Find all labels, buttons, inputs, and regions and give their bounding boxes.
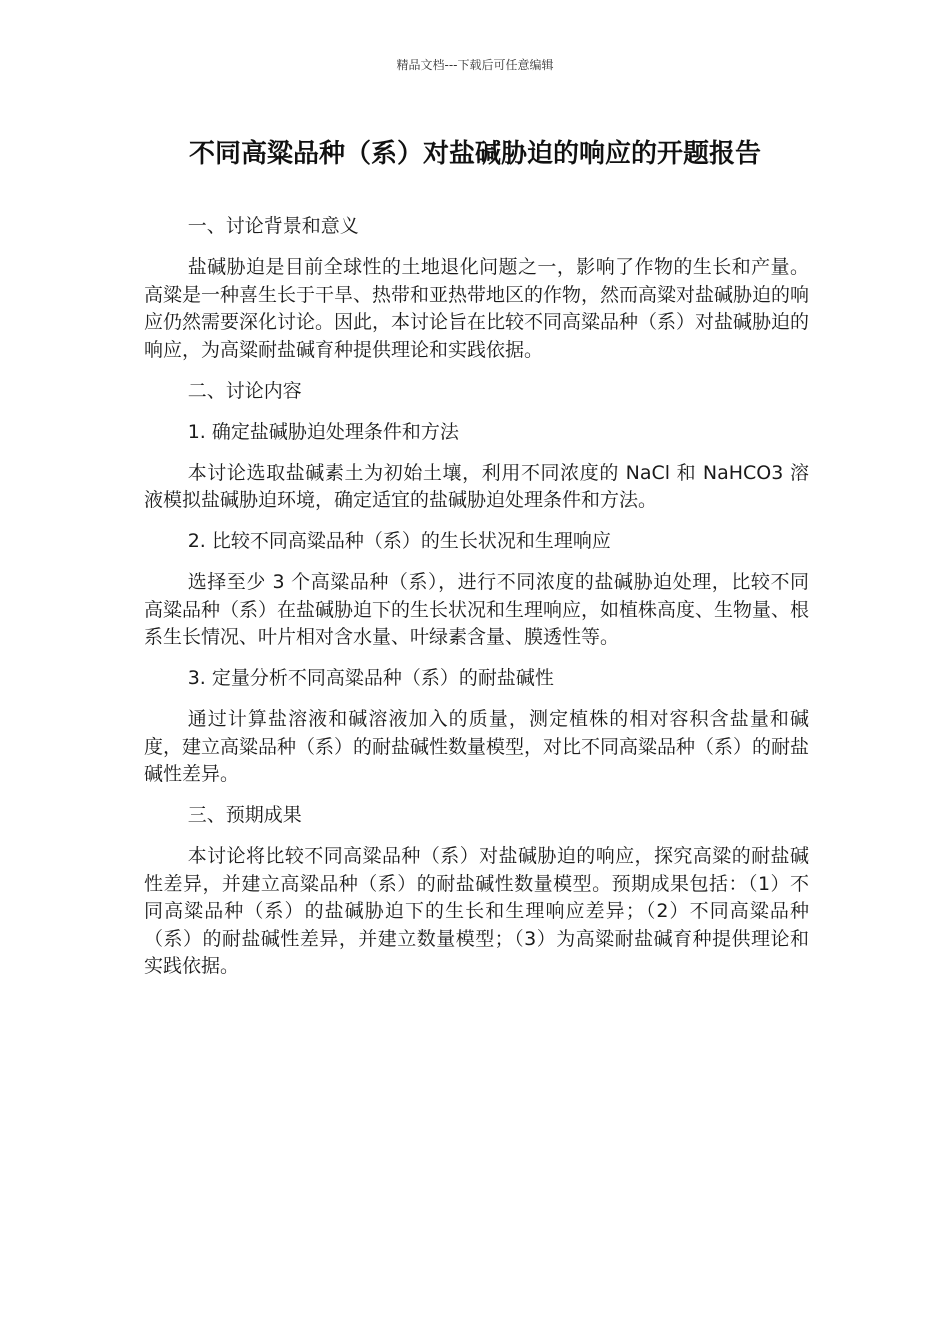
- paragraph-quantitative: 通过计算盐溶液和碱溶液加入的质量，测定植株的相对容积含盐量和碱度，建立高粱品种（系）的耐盐碱性数量模型，对比不同高粱品种（系）的耐盐碱性差异。: [144, 708, 810, 785]
- subheading-2: 2. 比较不同高粱品种（系）的生长状况和生理响应: [187, 530, 611, 552]
- paragraph-method: 本讨论选取盐碱素土为初始土壤，利用不同浓度的 NaCl 和 NaHCO3 溶液模拟盐碱胁迫环境，确定适宜的盐碱胁迫处理条件和方法。: [144, 461, 809, 511]
- paragraph-comparison: 选择至少 3 个高粱品种（系），进行不同浓度的盐碱胁迫处理，比较不同高粱品种（系）在盐碱胁迫下的生长状况和生理响应，如植株高度、生物量、根系生长情况、叶片相对含水量、叶绿素含量、膜透性等。: [144, 571, 810, 648]
- paragraph-background: 盐碱胁迫是目前全球性的土地退化问题之一，影响了作物的生长和产量。高粱是一种喜生长于干旱、热带和亚热带地区的作物，然而高粱对盐碱胁迫的响应仍然需要深化讨论。因此，本讨论旨在比较不同高粱品种（系）对盐碱胁迫的响应，为高粱耐盐碱育种提供理论和实践依据。: [144, 256, 810, 361]
- paragraph-results: 本讨论将比较不同高粱品种（系）对盐碱胁迫的响应，探究高粱的耐盐碱性差异，并建立高粱品种（系）的耐盐碱性数量模型。预期成果包括：（1）不同高粱品种（系）的盐碱胁迫下的生长和生理响应差异；（2）不同高粱品种（系）的耐盐碱性差异，并建立数量模型；（3）为高粱耐盐碱育种提供理论和实践依据。: [144, 845, 809, 977]
- subheading-3: 3. 定量分析不同高粱品种（系）的耐盐碱性: [187, 667, 554, 689]
- section-heading-content: 二、讨论内容: [187, 379, 302, 402]
- document-title: 不同高粱品种（系）对盐碱胁迫的响应的开题报告: [188, 139, 761, 169]
- subheading-1: 1. 确定盐碱胁迫处理条件和方法: [187, 420, 459, 443]
- document-body: [144, 213, 809, 994]
- page-header: 精品文档---下载后可任意编辑: [396, 58, 554, 72]
- section-heading-background: 一、讨论背景和意义: [187, 215, 359, 237]
- section-heading-results: 三、预期成果: [187, 804, 302, 826]
